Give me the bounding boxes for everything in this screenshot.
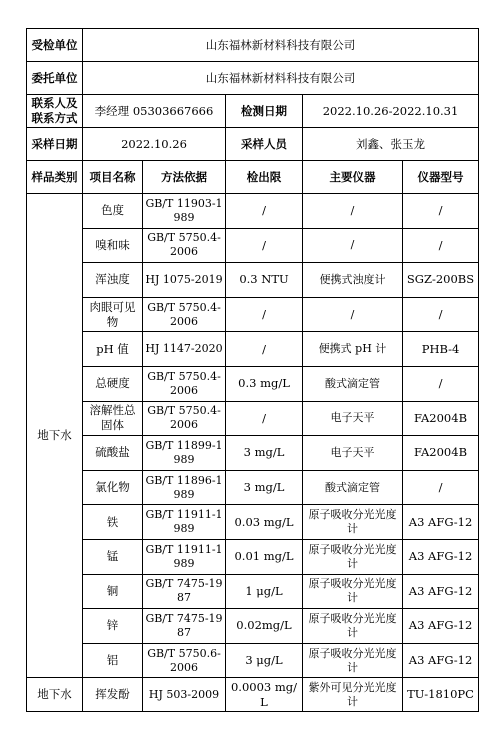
limit-cell: 0.0003 mg/L [226,678,303,712]
model-cell: A3 AFG-12 [403,505,479,540]
sample-category-cell: 地下水 [27,194,83,678]
instrument-cell: / [303,297,403,332]
table-row [27,436,479,471]
instrument-cell: / [303,194,403,229]
model-cell: SGZ-200BS [403,263,479,298]
inspection-table-sheet [26,28,478,712]
instrument-cell: 原子吸收分光光度计 [303,505,403,540]
item-cell: 硫酸盐 [83,436,143,471]
sampler-label: 采样人员 [226,128,303,161]
inspection-table [26,28,479,712]
instrument-cell: / [303,228,403,263]
limit-cell: 0.3 NTU [226,263,303,298]
method-cell: HJ 503-2009 [143,678,226,712]
limit-cell: / [226,332,303,367]
col-header-item: 项目名称 [83,161,143,194]
limit-cell: / [226,194,303,229]
item-cell: 铝 [83,643,143,678]
contact-row [27,95,479,128]
item-cell: 铜 [83,574,143,609]
model-cell: FA2004B [403,436,479,471]
method-cell: GB/T 11903-1989 [143,194,226,229]
item-cell: 溶解性总固体 [83,401,143,436]
limit-cell: / [226,297,303,332]
item-cell: 肉眼可见物 [83,297,143,332]
table-row [27,366,479,401]
inspection-table-body [27,29,479,712]
entrust-label: 委托单位 [27,62,83,95]
instrument-cell: 电子天平 [303,436,403,471]
instrument-cell: 酸式滴定管 [303,366,403,401]
model-cell: A3 AFG-12 [403,574,479,609]
model-cell: PHB-4 [403,332,479,367]
model-cell: A3 AFG-12 [403,609,479,644]
method-cell: GB/T 11899-1989 [143,436,226,471]
model-cell: A3 AFG-12 [403,539,479,574]
table-row [27,194,479,229]
item-cell: pH 值 [83,332,143,367]
table-row [27,401,479,436]
method-cell: GB/T 5750.4-2006 [143,228,226,263]
limit-cell: / [226,401,303,436]
item-cell: 浑浊度 [83,263,143,298]
instrument-cell: 紫外可见分光光度计 [303,678,403,712]
table-row [27,332,479,367]
limit-cell: 1 μg/L [226,574,303,609]
sample-date-value: 2022.10.26 [83,128,226,161]
entrust-row [27,62,479,95]
item-cell: 锰 [83,539,143,574]
contact-label: 联系人及联系方式 [27,95,83,128]
table-row [27,539,479,574]
limit-cell: / [226,228,303,263]
table-row [27,228,479,263]
item-cell: 氯化物 [83,470,143,505]
col-header-category: 样品类别 [27,161,83,194]
limit-cell: 0.02mg/L [226,609,303,644]
table-row [27,574,479,609]
limit-cell: 0.03 mg/L [226,505,303,540]
instrument-cell: 酸式滴定管 [303,470,403,505]
table-row [27,678,479,712]
method-cell: GB/T 5750.4-2006 [143,401,226,436]
table-row [27,643,479,678]
table-row [27,297,479,332]
model-cell: FA2004B [403,401,479,436]
col-header-instrument: 主要仪器 [303,161,403,194]
instrument-cell: 电子天平 [303,401,403,436]
limit-cell: 3 μg/L [226,643,303,678]
item-cell: 总硬度 [83,366,143,401]
limit-cell: 0.01 mg/L [226,539,303,574]
test-date-label: 检测日期 [226,95,303,128]
instrument-cell: 便携式 pH 计 [303,332,403,367]
client-label: 受检单位 [27,29,83,62]
item-cell: 铁 [83,505,143,540]
table-row [27,609,479,644]
client-row [27,29,479,62]
sample-category-cell: 地下水 [27,678,83,712]
col-header-model: 仪器型号 [403,161,479,194]
method-cell: GB/T 5750.4-2006 [143,297,226,332]
table-row [27,470,479,505]
sample-date-label: 采样日期 [27,128,83,161]
client-value: 山东福林新材料科技有限公司 [83,29,479,62]
method-cell: GB/T 5750.6-2006 [143,643,226,678]
method-cell: HJ 1075-2019 [143,263,226,298]
method-cell: GB/T 11911-1989 [143,539,226,574]
item-cell: 嗅和味 [83,228,143,263]
entrust-value: 山东福林新材料科技有限公司 [83,62,479,95]
method-cell: GB/T 7475-1987 [143,574,226,609]
column-header-row [27,161,479,194]
contact-value: 李经理 05303667666 [83,95,226,128]
item-cell: 锌 [83,609,143,644]
model-cell: / [403,366,479,401]
instrument-cell: 便携式浊度计 [303,263,403,298]
sampler-value: 刘鑫、张玉龙 [303,128,479,161]
limit-cell: 3 mg/L [226,436,303,471]
model-cell: / [403,297,479,332]
instrument-cell: 原子吸收分光光度计 [303,609,403,644]
model-cell: TU-1810PC [403,678,479,712]
instrument-cell: 原子吸收分光光度计 [303,643,403,678]
model-cell: / [403,228,479,263]
method-cell: GB/T 11896-1989 [143,470,226,505]
col-header-limit: 检出限 [226,161,303,194]
instrument-cell: 原子吸收分光光度计 [303,539,403,574]
sample-date-row [27,128,479,161]
item-cell: 色度 [83,194,143,229]
item-cell: 挥发酚 [83,678,143,712]
table-row [27,263,479,298]
col-header-method: 方法依据 [143,161,226,194]
model-cell: / [403,194,479,229]
model-cell: / [403,470,479,505]
limit-cell: 3 mg/L [226,470,303,505]
method-cell: GB/T 7475-1987 [143,609,226,644]
model-cell: A3 AFG-12 [403,643,479,678]
method-cell: GB/T 11911-1989 [143,505,226,540]
table-row [27,505,479,540]
method-cell: HJ 1147-2020 [143,332,226,367]
instrument-cell: 原子吸收分光光度计 [303,574,403,609]
method-cell: GB/T 5750.4-2006 [143,366,226,401]
test-date-value: 2022.10.26-2022.10.31 [303,95,479,128]
limit-cell: 0.3 mg/L [226,366,303,401]
